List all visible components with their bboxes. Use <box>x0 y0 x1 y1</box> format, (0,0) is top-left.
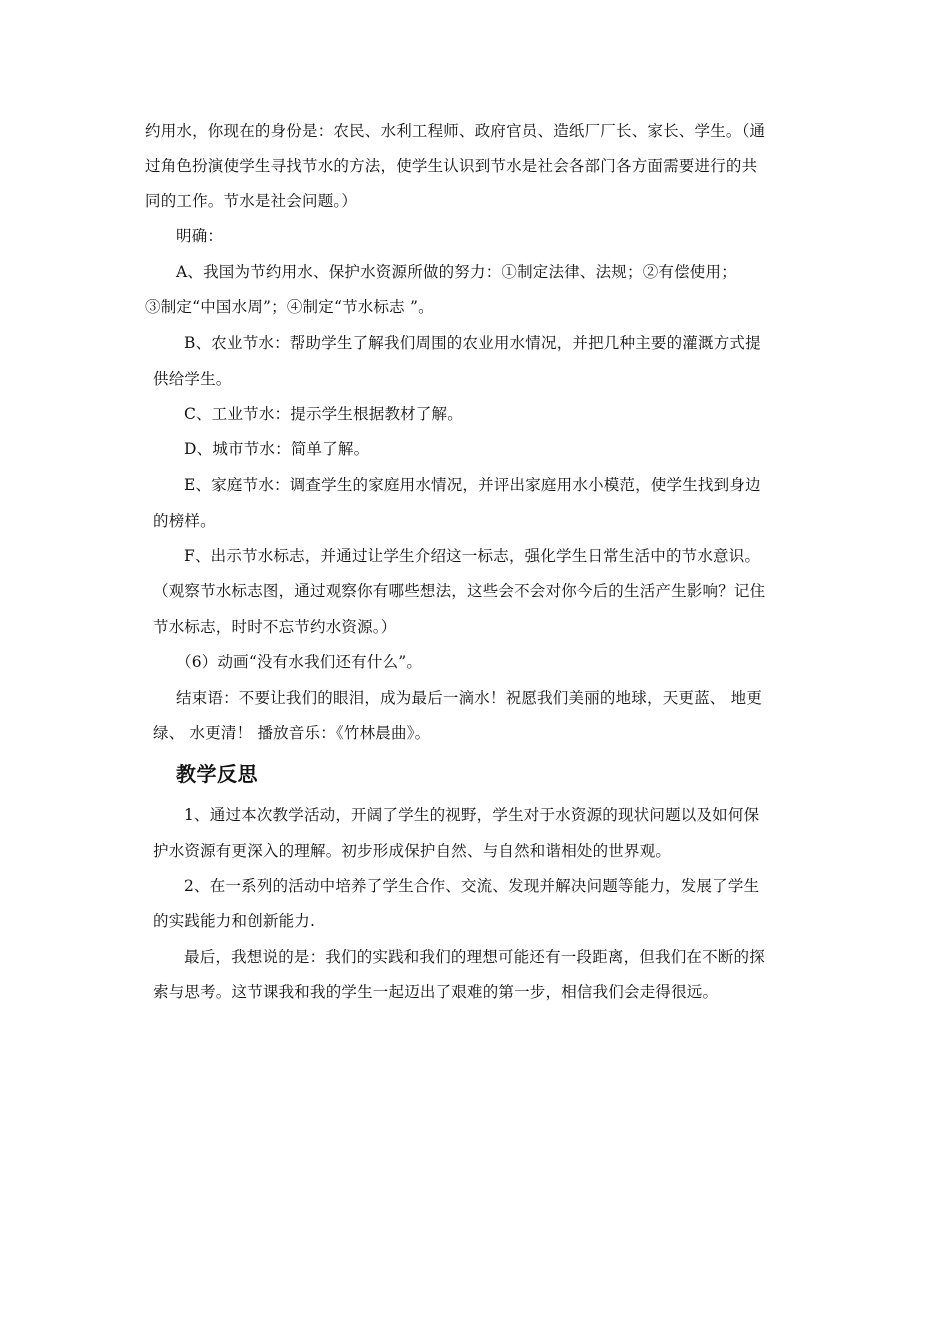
item-f-line: F、出示节水标志，并通过让学生介绍这一标志，强化学生日常生活中的节水意识。 <box>184 547 761 565</box>
item-f-line: 节水标志，时时不忘节约水资源。） <box>153 618 397 636</box>
item-f-line: （观察节水标志图，通过观察你有哪些想法，这些会不会对你今后的生活产生影响？记住 <box>153 582 766 600</box>
reflection-3-line: 索与思考。这节课我和我的学生一起迈出了艰难的第一步，相信我们会走得很远。 <box>153 983 719 1001</box>
reflection-2-line: 2、在一系列的活动中培养了学生合作、交流、发现并解决问题等能力，发展了学生 <box>184 877 760 895</box>
reflection-1-line: 护水资源有更深入的理解。初步形成保护自然、与自然和谐相处的世界观。 <box>153 842 672 860</box>
item-e-line: E、家庭节水：调查学生的家庭用水情况，并评出家庭用水小模范，使学生找到身边 <box>184 476 761 494</box>
paragraph-line: 约用水，你现在的身份是：农民、水利工程师、政府官员、造纸厂厂长、家长、学生。（通 <box>145 122 766 140</box>
item-6-line: （6）动画“没有水我们还有什么”。 <box>176 653 423 671</box>
item-d-line: D、城市节水：简单了解。 <box>184 440 370 458</box>
paragraph-line: 同的工作。节水是社会问题。） <box>145 192 358 210</box>
ending-line: 结束语：不要让我们的眼泪，成为最后一滴水！祝愿我们美丽的地球，天更蓝、 地更 <box>176 689 763 707</box>
reflection-heading: 教学反思 <box>176 762 258 786</box>
item-b-line: B、农业节水：帮助学生了解我们周围的农业用水情况，并把几种主要的灌溉方式提 <box>184 334 761 352</box>
item-b-line: 供给学生。 <box>153 370 232 388</box>
reflection-1-line: 1、通过本次教学活动，开阔了学生的视野，学生对于水资源的现状问题以及如何保 <box>184 806 760 824</box>
paragraph-line: 过角色扮演使学生寻找节水的方法，使学生认识到节水是社会各部门各方面需要进行的共 <box>145 157 758 175</box>
item-c-line: C、工业节水：提示学生根据教材了解。 <box>184 405 463 423</box>
ending-line: 绿、 水更清！ 播放音乐：《竹林晨曲》。 <box>153 724 431 742</box>
reflection-2-line: 的实践能力和创新能力. <box>153 912 316 930</box>
item-a-line: ③制定“中国水周”；④制定“节水标志 ”。 <box>145 298 434 316</box>
item-e-line: 的榜样。 <box>153 512 216 530</box>
item-a-line: A、我国为节约用水、保护水资源所做的努力：①制定法律、法规；②有偿使用； <box>176 263 737 281</box>
reflection-3-line: 最后，我想说的是：我们的实践和我们的理想可能还有一段距离，但我们在不断的探 <box>184 948 765 966</box>
mingque-label: 明确： <box>176 227 224 245</box>
